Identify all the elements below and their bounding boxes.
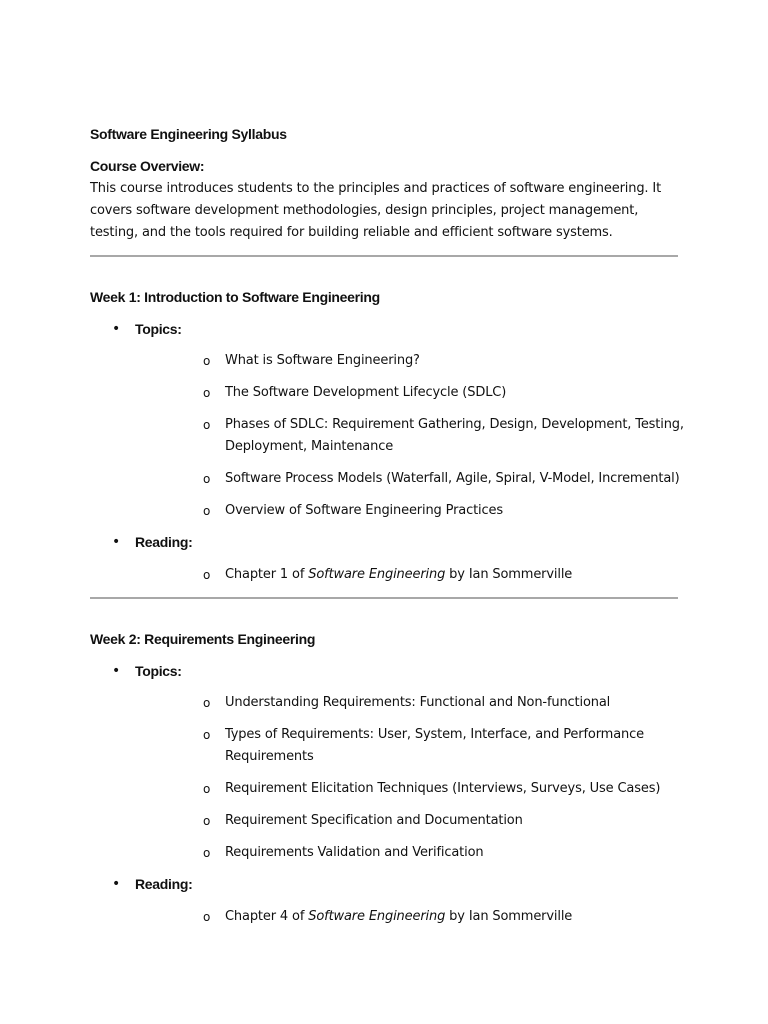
list-item	[135, 414, 690, 458]
week-1-section	[90, 287, 690, 586]
topic-text: Overview of Software Engineering Practices	[225, 503, 503, 518]
reading-book-title: Software Engineering	[308, 909, 446, 924]
circle-bullet-icon: o	[203, 504, 211, 518]
list-item	[135, 468, 690, 490]
circle-bullet-icon: o	[203, 696, 211, 710]
topic-text: Requirement Elicitation Techniques (Interviews, Surveys, Use Cases)	[225, 781, 661, 796]
week-outline	[90, 661, 690, 928]
list-item	[135, 810, 690, 832]
reading-prefix: Chapter 1 of	[225, 567, 309, 582]
week-heading: Week 2: Requirements Engineering	[90, 631, 316, 647]
reading-list	[135, 564, 690, 586]
bullet-icon: •	[112, 663, 121, 679]
reading-suffix: by Ian Sommerville	[445, 567, 573, 582]
topic-text: Requirements Validation and Verification	[225, 845, 484, 860]
list-item	[135, 842, 690, 864]
bullet-icon: •	[112, 534, 121, 550]
section-divider	[90, 255, 678, 257]
topic-text: Software Process Models (Waterfall, Agile, Spiral, V-Model, Incremental)	[225, 471, 680, 486]
circle-bullet-icon: o	[203, 814, 211, 828]
document-content	[90, 124, 690, 928]
topics-list	[135, 350, 690, 522]
list-item	[135, 564, 690, 586]
topic-text: The Software Development Lifecycle (SDLC)	[225, 385, 507, 400]
topics-item	[90, 319, 690, 522]
week-outline	[90, 319, 690, 586]
topics-label: Topics:	[135, 663, 182, 679]
reading-suffix: by Ian Sommerville	[445, 909, 573, 924]
topic-text: Understanding Requirements: Functional and Non-functional	[225, 695, 611, 710]
circle-bullet-icon: o	[203, 354, 211, 368]
reading-label: Reading:	[135, 534, 193, 550]
reading-book-title: Software Engineering	[308, 567, 446, 582]
circle-bullet-icon: o	[203, 910, 211, 924]
circle-bullet-icon: o	[203, 418, 211, 432]
circle-bullet-icon: o	[203, 568, 211, 582]
topics-label: Topics:	[135, 321, 182, 337]
topic-text: What is Software Engineering?	[225, 353, 420, 368]
list-item	[135, 500, 690, 522]
circle-bullet-icon: o	[203, 386, 211, 400]
list-item	[135, 778, 690, 800]
circle-bullet-icon: o	[203, 782, 211, 796]
reading-item	[90, 532, 690, 586]
topic-text: Types of Requirements: User, System, Interface, and Performance Requirements	[225, 727, 644, 764]
circle-bullet-icon: o	[203, 846, 211, 860]
reading-list	[135, 906, 690, 928]
list-item	[135, 724, 690, 768]
overview-heading: Course Overview:	[90, 158, 205, 174]
reading-label: Reading:	[135, 876, 193, 892]
list-item	[135, 350, 690, 372]
section-divider	[90, 597, 678, 599]
topic-text: Requirement Specification and Documentation	[225, 813, 523, 828]
circle-bullet-icon: o	[203, 728, 211, 742]
list-item	[135, 906, 690, 928]
topic-text: Phases of SDLC: Requirement Gathering, Design, Development, Testing, Deployment, Maintenance	[225, 417, 684, 454]
bullet-icon: •	[112, 876, 121, 892]
overview-text: This course introduces students to the principles and practices of software engineering. It covers software development methodologies, design principles, project management, testing, and the tools required for building reliable and efficient software systems.	[90, 181, 662, 240]
reading-prefix: Chapter 4 of	[225, 909, 309, 924]
week-2-section	[90, 629, 690, 928]
circle-bullet-icon: o	[203, 472, 211, 486]
list-item	[135, 692, 690, 714]
week-heading: Week 1: Introduction to Software Engineering	[90, 289, 380, 305]
reading-item	[90, 874, 690, 928]
list-item	[135, 382, 690, 404]
bullet-icon: •	[112, 321, 121, 337]
document-title: Software Engineering Syllabus	[90, 126, 287, 142]
topics-item	[90, 661, 690, 864]
topics-list	[135, 692, 690, 864]
